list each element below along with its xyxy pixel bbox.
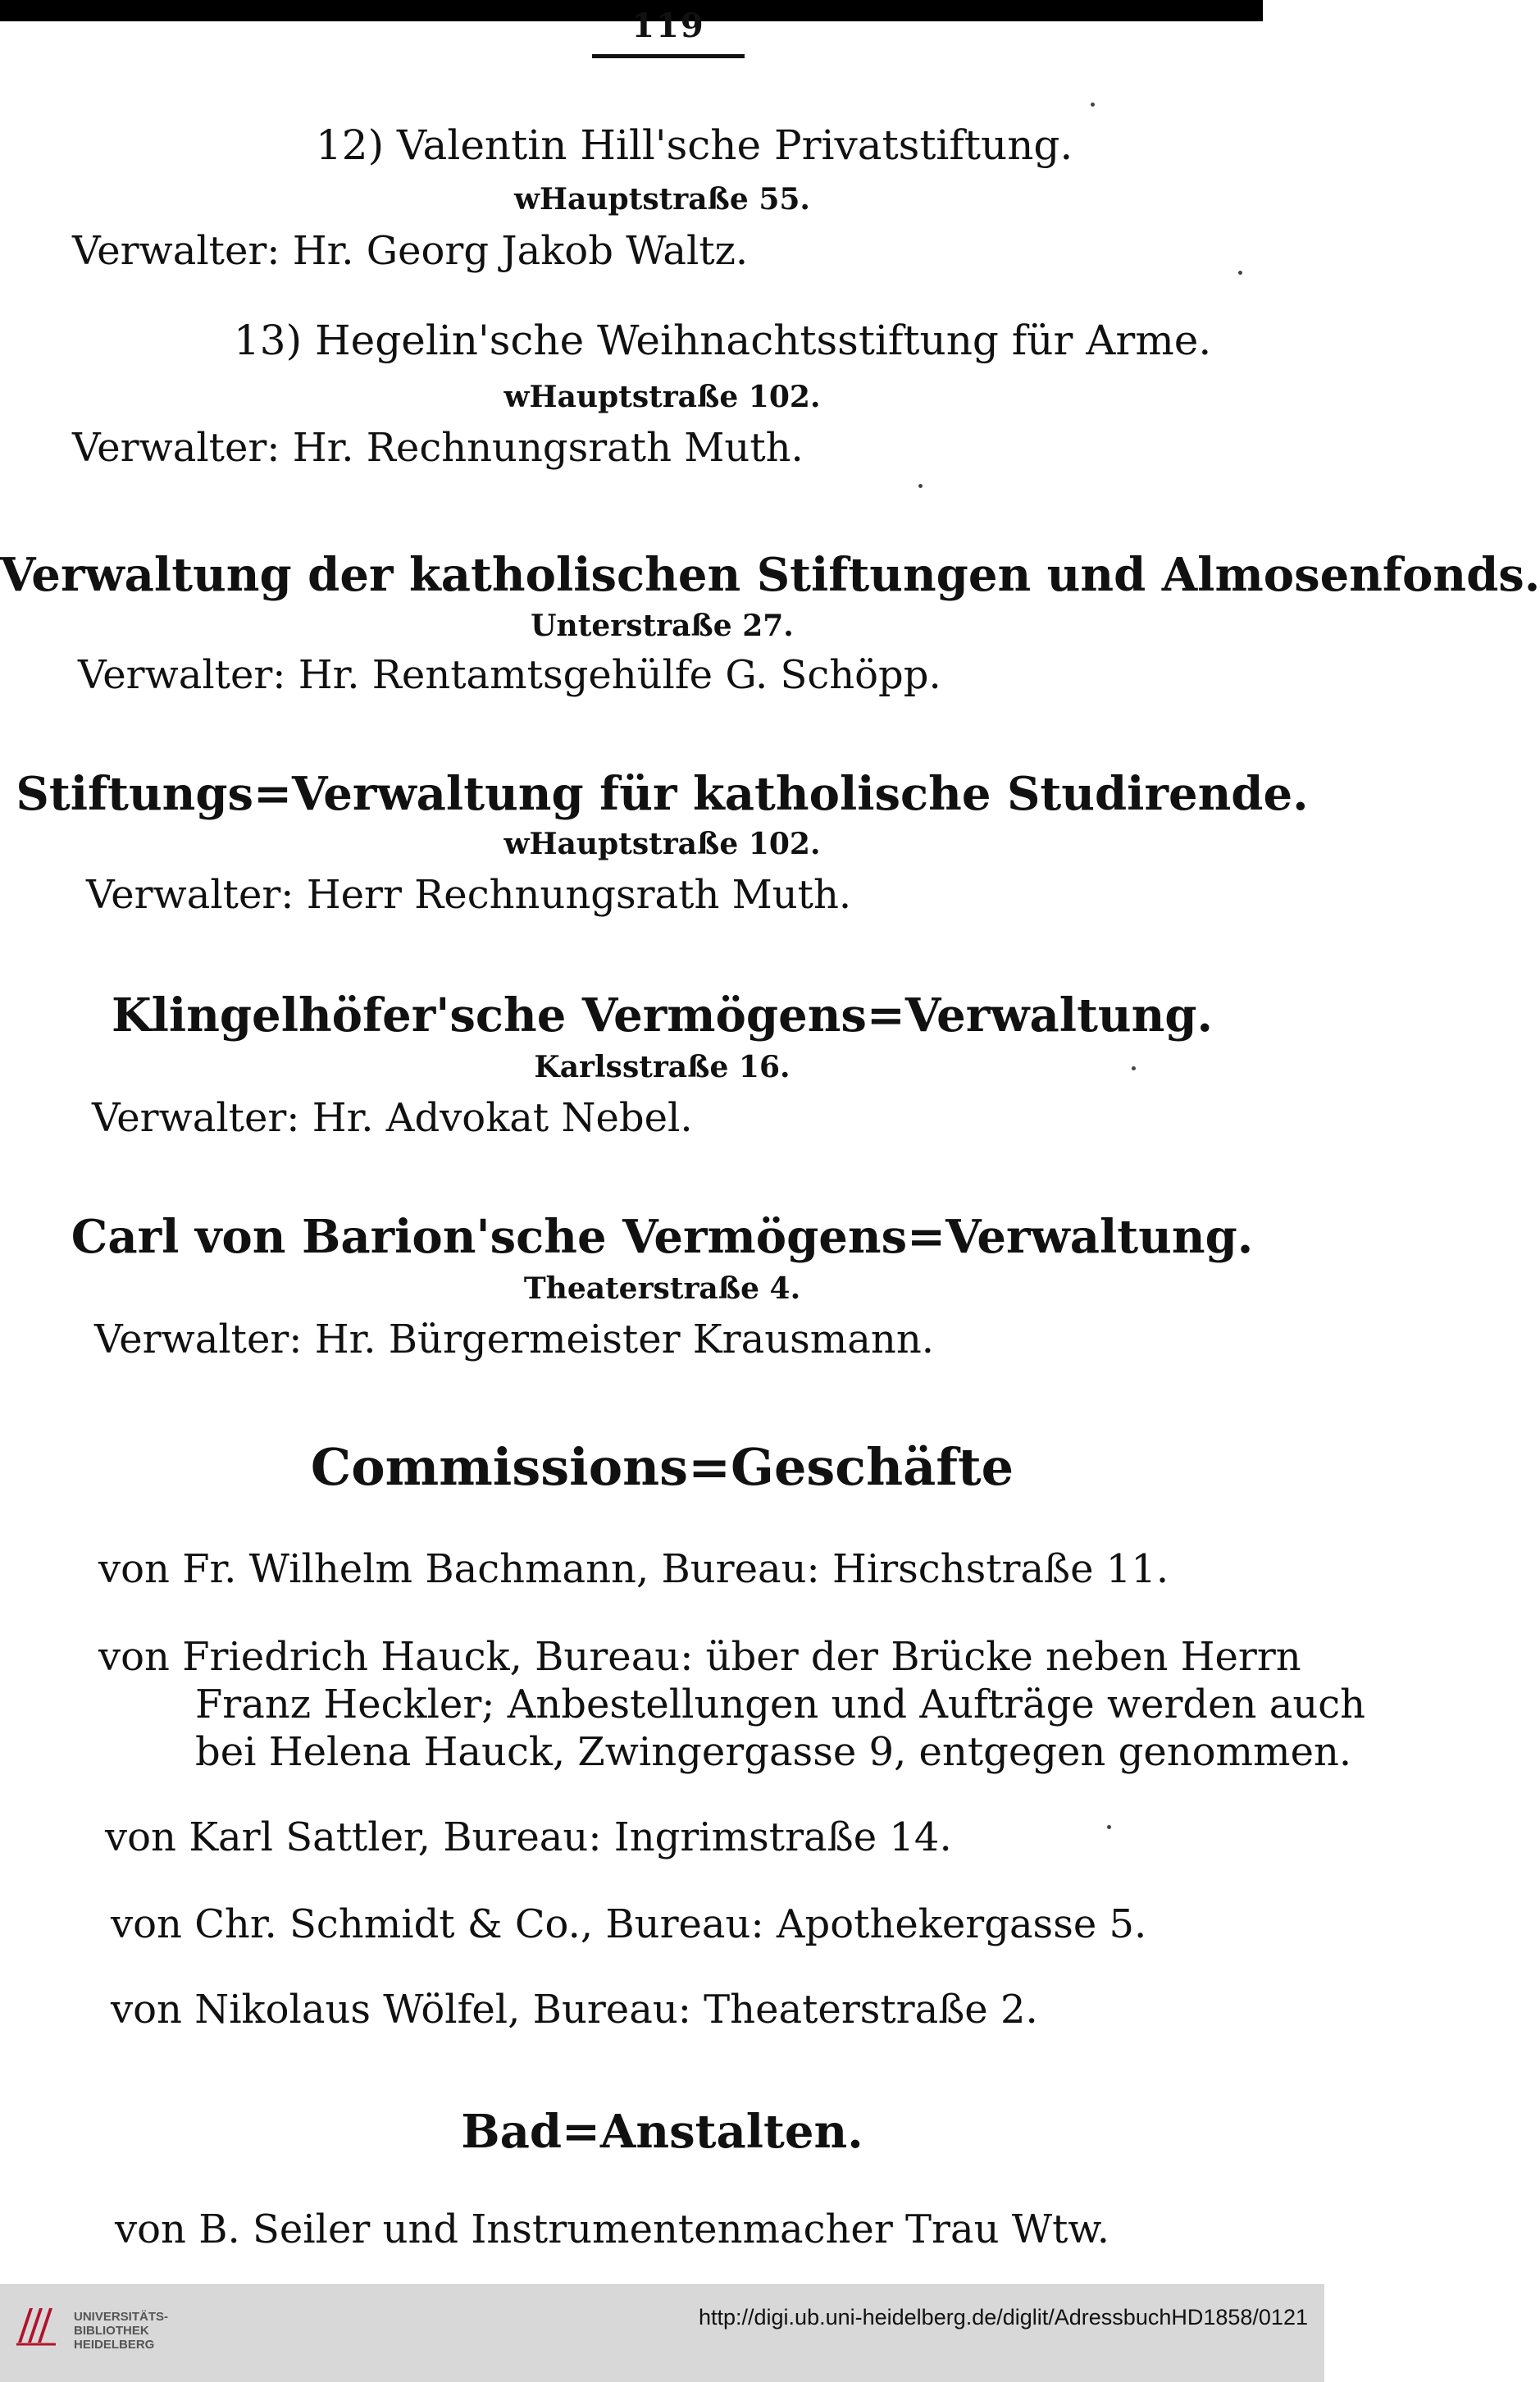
commission-entry-continuation: bei Helena Hauck, Zwingergasse 9, entgegen genommen.: [195, 1729, 1352, 1775]
logo-line: UNIVERSITÄTS-: [74, 2310, 169, 2324]
commission-entry: von Chr. Schmidt & Co., Bureau: Apothekergasse 5.: [111, 1901, 1147, 1947]
stiftung-administrator: Verwalter: Hr. Georg Jakob Waltz.: [72, 228, 749, 274]
bad-anstalten-entry: von B. Seiler und Instrumentenmacher Trau Wtw.: [115, 2206, 1110, 2252]
section-administrator: Verwalter: Hr. Advokat Nebel.: [92, 1095, 693, 1141]
stiftung-street: wHauptstraße 55.: [514, 182, 810, 217]
section-administrator: Verwalter: Hr. Bürgermeister Krausmann.: [94, 1316, 934, 1362]
scan-speck: [1091, 103, 1095, 107]
library-logo-text: [74, 2310, 168, 2352]
stiftung-street: wHauptstraße 102.: [503, 380, 821, 414]
section-administrator: Verwalter: Hr. Rentamtsgehülfe G. Schöpp.: [78, 652, 941, 698]
bad-anstalten-title: Bad=Anstalten.: [461, 2105, 863, 2159]
logo-line: BIBLIOTHEK: [74, 2324, 149, 2338]
section-title: Klingelhöfer'sche Vermögens=Verwaltung.: [111, 988, 1214, 1043]
page-number: 119: [631, 7, 705, 45]
section-administrator: Verwalter: Herr Rechnungsrath Muth.: [86, 872, 852, 918]
section-street: Theaterstraße 4.: [523, 1271, 801, 1306]
stiftung-title: 12) Valentin Hill'sche Privatstiftung.: [316, 121, 1073, 169]
commissions-title: Commissions=Geschäfte: [310, 1437, 1014, 1497]
section-street: wHauptstraße 102.: [503, 827, 821, 861]
commission-entry-continuation: Franz Heckler; Anbestellungen und Aufträge werden auch: [195, 1682, 1366, 1727]
commission-entry: von Friedrich Hauck, Bureau: über der Brücke neben Herrn: [98, 1634, 1301, 1680]
commission-entry: von Nikolaus Wölfel, Bureau: Theaterstraße 2.: [111, 1987, 1038, 2033]
scan-speck: [1107, 1825, 1111, 1829]
scan-top-edge-gap: [1263, 0, 1324, 21]
section-title: Verwaltung der katholischen Stiftungen und Almosenfonds.: [0, 548, 1540, 602]
stiftung-administrator: Verwalter: Hr. Rechnungsrath Muth.: [72, 425, 804, 471]
section-street: Unterstraße 27.: [531, 609, 794, 643]
logo-line: HEIDELBERG: [74, 2338, 155, 2352]
stiftung-title: 13) Hegelin'sche Weihnachtsstiftung für Arme.: [234, 317, 1212, 364]
header-rule: [592, 54, 745, 58]
section-title: Carl von Barion'sche Vermögens=Verwaltung.: [71, 1210, 1254, 1264]
commission-entry: von Fr. Wilhelm Bachmann, Bureau: Hirschstraße 11.: [98, 1546, 1169, 1592]
section-street: Karlsstraße 16.: [534, 1050, 791, 1084]
library-logo-icon: [11, 2300, 61, 2349]
footer-bar: [0, 2284, 1324, 2382]
section-title: Stiftungs=Verwaltung für katholische Studirende.: [16, 767, 1309, 821]
source-url-link[interactable]: http://digi.ub.uni-heidelberg.de/diglit/AdressbuchHD1858/0121: [698, 2305, 1308, 2330]
scan-speck: [918, 484, 923, 488]
commission-entry: von Karl Sattler, Bureau: Ingrimstraße 14.: [105, 1814, 952, 1860]
scan-speck: [1238, 271, 1242, 275]
